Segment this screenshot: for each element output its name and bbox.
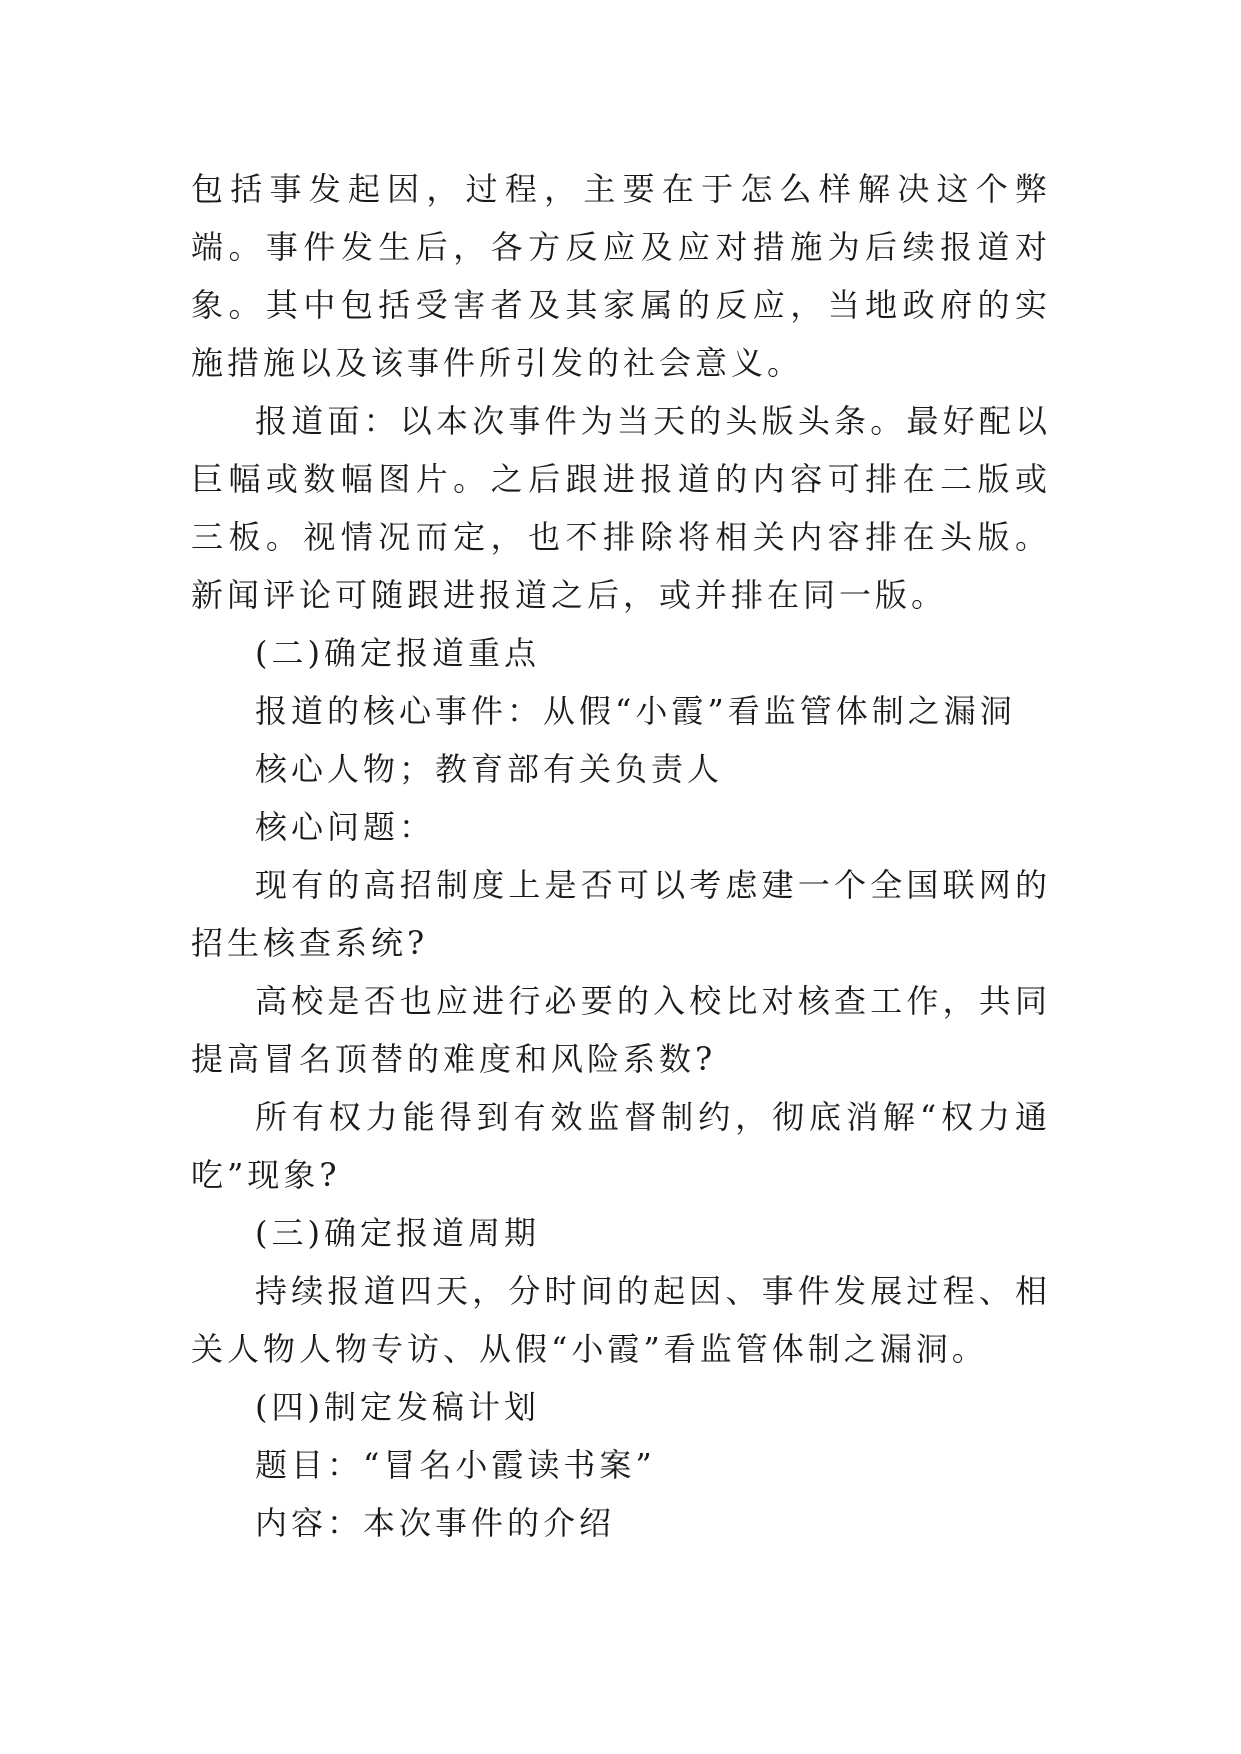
paragraph-period-detail: 持续报道四天，分时间的起因、事件发展过程、相关人物人物专访、从假“小霞”看监管体制之漏洞。: [191, 1272, 1051, 1368]
paragraph-plan-title: 题目：“冒名小霞读书案”: [255, 1446, 656, 1484]
paragraph-question-1: 现有的高招制度上是否可以考虑建一个全国联网的招生核查系统?: [191, 866, 1051, 962]
paragraph-question-3: 所有权力能得到有效监督制约，彻底消解“权力通吃”现象?: [191, 1098, 1051, 1194]
document-body: [191, 160, 1051, 1552]
paragraph-report-layout: 报道面：以本次事件为当天的头版头条。最好配以巨幅或数幅图片。之后跟进报道的内容可排在二版或三板。视情况而定，也不排除将相关内容排在头版。新闻评论可随跟进报道之后，或并排在同一版。: [191, 402, 1051, 614]
section-heading-plan: (四)制定发稿计划: [255, 1388, 540, 1426]
paragraph-core-question-label: 核心问题：: [255, 808, 436, 846]
paragraph-core-person: 核心人物；教育部有关负责人: [255, 750, 724, 788]
section-heading-period: (三)确定报道周期: [255, 1214, 540, 1252]
paragraph-question-2: 高校是否也应进行必要的入校比对核查工作，共同提高冒名顶替的难度和风险系数?: [191, 982, 1051, 1078]
paragraph-continuation: 包括事发起因，过程，主要在于怎么样解决这个弊端。事件发生后，各方反应及应对措施为后续报道对象。其中包括受害者及其家属的反应，当地政府的实施措施以及该事件所引发的社会意义。: [191, 170, 1051, 382]
paragraph-plan-content: 内容：本次事件的介绍: [255, 1504, 616, 1542]
section-heading-focus: (二)确定报道重点: [255, 634, 540, 672]
paragraph-core-event: 报道的核心事件：从假“小霞”看监管体制之漏洞: [255, 692, 1016, 730]
